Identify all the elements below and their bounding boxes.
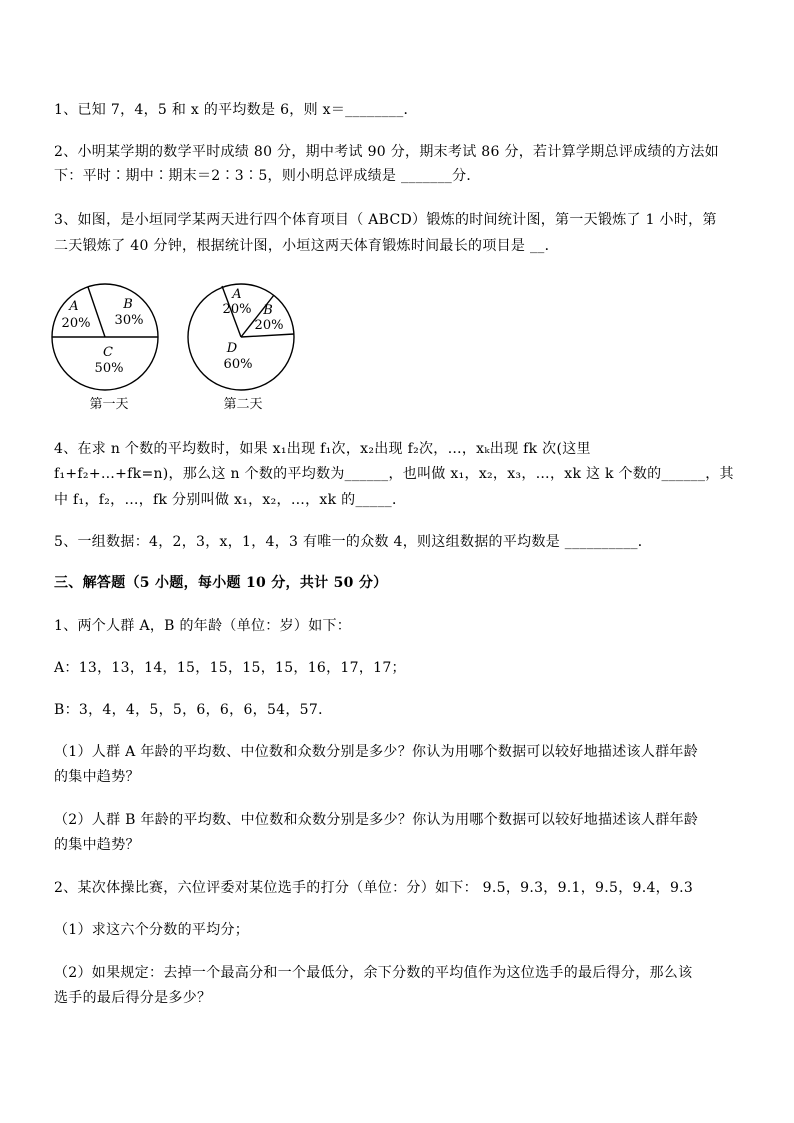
slice-value-b-day1: 30%: [114, 313, 144, 328]
question-fill-2-line1: 2、小明某学期的数学平时成绩 80 分，期中考试 90 分，期末考试 86 分，若计算学期总评成绩的方法如: [54, 144, 719, 160]
slice-value-a-day2: 20%: [222, 302, 252, 317]
subquestion-1-2-line1: （2）人群 B 年龄的平均数、中位数和众数分别是多少？你认为用哪个数据可以较好地描述该人群年龄: [54, 812, 699, 828]
slice-label-b-day2: B: [263, 303, 273, 318]
group-a-ages: A：13，13，14，15，15，15，15，16，17，17；: [54, 660, 406, 676]
question-answer-2: 2、某次体操比赛，六位评委对某位选手的打分（单位：分）如下： 9.5，9.3，9.1，9.5，9.4，9.3: [54, 880, 694, 896]
slice-label-b-day1: B: [123, 297, 133, 312]
slice-value-d-day2: 60%: [223, 357, 253, 372]
subquestion-2-2-line1: （2）如果规定：去掉一个最高分和一个最低分，余下分数的平均值作为这位选手的最后得分，那么该: [54, 965, 693, 981]
pie-divider-day1-radius: [88, 287, 105, 337]
group-b-ages: B：3，4，4，5，5，6，6，6，54，57．: [54, 702, 333, 718]
question-fill-4-line1: 4、在求 n 个数的平均数时，如果 x₁出现 f₁次，x₂出现 f₂次，…，xₖ出现 fk 次(这里: [54, 441, 591, 457]
slice-label-d-day2: D: [226, 341, 238, 356]
pie-chart-day1: [52, 284, 158, 412]
subquestion-1-2-line2: 的集中趋势？: [54, 837, 140, 853]
subquestion-1-1-line1: （1）人群 A 年龄的平均数、中位数和众数分别是多少？你认为用哪个数据可以较好地描述该人群年龄: [54, 744, 699, 760]
subquestion-2-2-line2: 选手的最后得分是多少？: [54, 990, 212, 1006]
chart-title-day1: 第一天: [89, 397, 129, 412]
subquestion-1-1-line2: 的集中趋势？: [54, 769, 140, 785]
question-fill-4-line3: 中 f₁，f₂，…，fk 分别叫做 x₁，x₂，…，xk 的_____．: [54, 492, 407, 508]
slice-value-a-day1: 20%: [61, 316, 91, 331]
pie-divider-day2-c: [241, 334, 294, 337]
slice-value-c-day1: 50%: [94, 361, 124, 376]
question-fill-3-line2: 二天锻炼了 40 分钟，根据统计图，小垣这两天体育锻炼时间最长的项目是 __．: [54, 238, 559, 254]
slice-label-a-day1: A: [69, 299, 79, 314]
pie-charts-figure: [50, 282, 310, 412]
question-fill-5: 5、一组数据：4，2，3，x，1，4，3 有唯一的众数 4，则这组数据的平均数是 __________．: [54, 534, 653, 550]
subquestion-2-1: （1）求这六个分数的平均分；: [54, 922, 250, 938]
slice-label-c-day1: C: [103, 345, 113, 360]
question-answer-1: 1、两个人群 A，B 的年龄（单位：岁）如下：: [54, 618, 352, 634]
chart-title-day2: 第二天: [223, 397, 263, 412]
section-heading-answers: 三、解答题（5 小题，每小题 10 分，共计 50 分）: [54, 575, 388, 591]
question-fill-3-line1: 3、如图，是小垣同学某两天进行四个体育项目（ ABCD）锻炼的时间统计图，第一天锻炼了 1 小时，第: [54, 212, 717, 228]
slice-label-a-day2: A: [232, 287, 242, 302]
slice-value-b-day2: 20%: [254, 318, 284, 333]
question-fill-2-line2: 下：平时∶期中∶期末＝2∶3∶5，则小明总评成绩是 _______分．: [54, 168, 481, 184]
question-fill-4-line2: f₁+f₂+…+fk=n)，那么这 n 个数的平均数为______，也叫做 x₁，x₂，x₃，…，xk 这 k 个数的______，其: [54, 466, 734, 482]
pie-chart-day2: [188, 284, 294, 412]
question-fill-1: 1、已知 7，4，5 和 x 的平均数是 6，则 x＝________．: [54, 102, 418, 118]
